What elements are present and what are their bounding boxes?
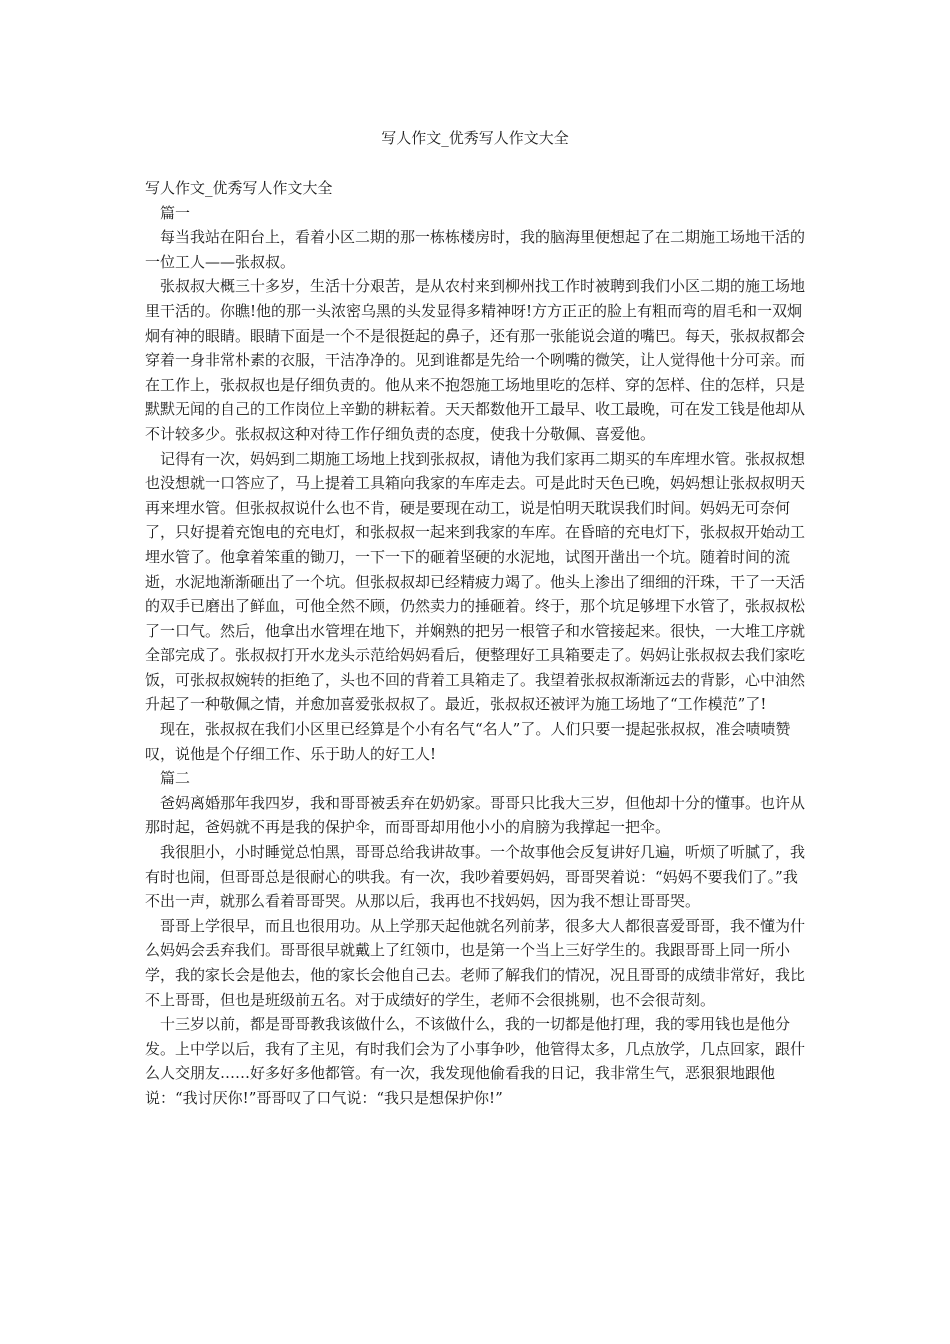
paragraph: 哥哥上学很早，而且也很用功。从上学那天起他就名列前茅，很多大人都很喜爱哥哥，我不懂为什么妈妈会丢弃我们。哥哥很早就戴上了红领巾，也是第一个当上三好学生的。我跟哥哥上同一所小学，我的家长会是他去，他的家长会他自己去。老师了解我们的情况，况且哥哥的成绩非常好，我比不上哥哥，但也是班级前五名。对于成绩好的学生，老师不会很挑剔，也不会很苛刻。 <box>145 916 806 1009</box>
section-heading: 篇二 <box>160 769 191 788</box>
paragraph: 张叔叔大概三十多岁，生活十分艰苦，是从农村来到柳州找工作时被聘到我们小区二期的施工场地里干活的。你瞧!他的那一头浓密乌黑的头发显得多精神呀!方方正正的脸上有粗而弯的眉毛和一双炯炯有神的眼睛。眼睛下面是一个不是很挺起的鼻子，还有那一张能说会道的嘴巴。每天，张叔叔都会穿着一身非常朴素的衣服，干洁净净的。见到谁都是先给一个咧嘴的微笑，让人觉得他十分可亲。而在工作上，张叔叔也是仔细负责的。他从来不抱怨施工场地里吃的怎样、穿的怎样、住的怎样，只是默默无闻的自己的工作岗位上辛勤的耕耘着。天天都数他开工最早、收工最晚，可在发工钱是他却从不计较多少。张叔叔这种对待工作仔细负责的态度，使我十分敬佩、喜爱他。 <box>145 277 806 443</box>
document-body <box>145 176 810 1111</box>
document-subtitle: 写人作文_优秀写人作文大全 <box>145 179 333 197</box>
paragraph: 现在，张叔叔在我们小区里已经算是个小有名气“名人”了。人们只要一提起张叔叔，准会啧啧赞叹，说他是个仔细工作、乐于助人的好工人! <box>145 720 791 763</box>
page-title: 写人作文_优秀写人作文大全 <box>381 129 569 147</box>
paragraph: 十三岁以前，都是哥哥教我该做什么，不该做什么，我的一切都是他打理，我的零用钱也是他分发。上中学以后，我有了主见，有时我们会为了小事争吵，他管得太多，几点放学，几点回家，跟什么人交朋友……好多好多他都管。有一次，我发现他偷看我的日记，我非常生气，恶狠狠地跟他说：“我讨厌你!”哥哥叹了口气说：“我只是想保护你!” <box>145 1015 806 1107</box>
paragraph: 爸妈离婚那年我四岁，我和哥哥被丢弃在奶奶家。哥哥只比我大三岁，但他却十分的懂事。也许从那时起，爸妈就不再是我的保护伞，而哥哥却用他小小的肩膀为我撑起一把伞。 <box>145 793 806 837</box>
paragraph: 每当我站在阳台上，看着小区二期的那一栋栋楼房时，我的脑海里便想起了在二期施工场地干活的一位工人——张叔叔。 <box>145 228 806 271</box>
paragraph: 我很胆小，小时睡觉总怕黑，哥哥总给我讲故事。一个故事他会反复讲好几遍，听烦了听腻了，我有时也闹，但哥哥总是很耐心的哄我。有一次，我吵着要妈妈，哥哥哭着说：“妈妈不要我们了。”我不出一声，就那么看着哥哥哭。从那以后，我再也不找妈妈，因为我不想让哥哥哭。 <box>145 843 806 911</box>
paragraph: 记得有一次，妈妈到二期施工场地上找到张叔叔，请他为我们家再二期买的车库埋水管。张叔叔想也没想就一口答应了，马上提着工具箱向我家的车库走去。可是此时天色已晚，妈妈想让张叔叔明天再来埋水管。但张叔叔说什么也不肯，硬是要现在动工，说是怕明天耽误我们时间。妈妈无可奈何了，只好提着充饱电的充电灯，和张叔叔一起来到我家的车库。在昏暗的充电灯下，张叔叔开始动工埋水管了。他拿着笨重的锄刀，一下一下的砸着坚硬的水泥地，试图开凿出一个坑。随着时间的流逝，水泥地渐渐砸出了一个坑。但张叔叔却已经精疲力竭了。他头上渗出了细细的汗珠，干了一天活的双手已磨出了鲜血，可他全然不顾，仍然卖力的捶砸着。终于，那个坑足够埋下水管了，张叔叔松了一口气。然后，他拿出水管埋在地下，并娴熟的把另一根管子和水管接起来。很快，一大堆工序就全部完成了。张叔叔打开水龙头示范给妈妈看后，便整理好工具箱要走了。妈妈让张叔叔去我们家吃饭，可张叔叔婉转的拒绝了，头也不回的背着工具箱走了。我望着张叔叔渐渐远去的背影，心中油然升起了一种敬佩之情，并愈加喜爱张叔叔了。最近，张叔叔还被评为施工场地了“工作模范”了! <box>145 449 806 714</box>
section-heading: 篇一 <box>160 203 191 222</box>
